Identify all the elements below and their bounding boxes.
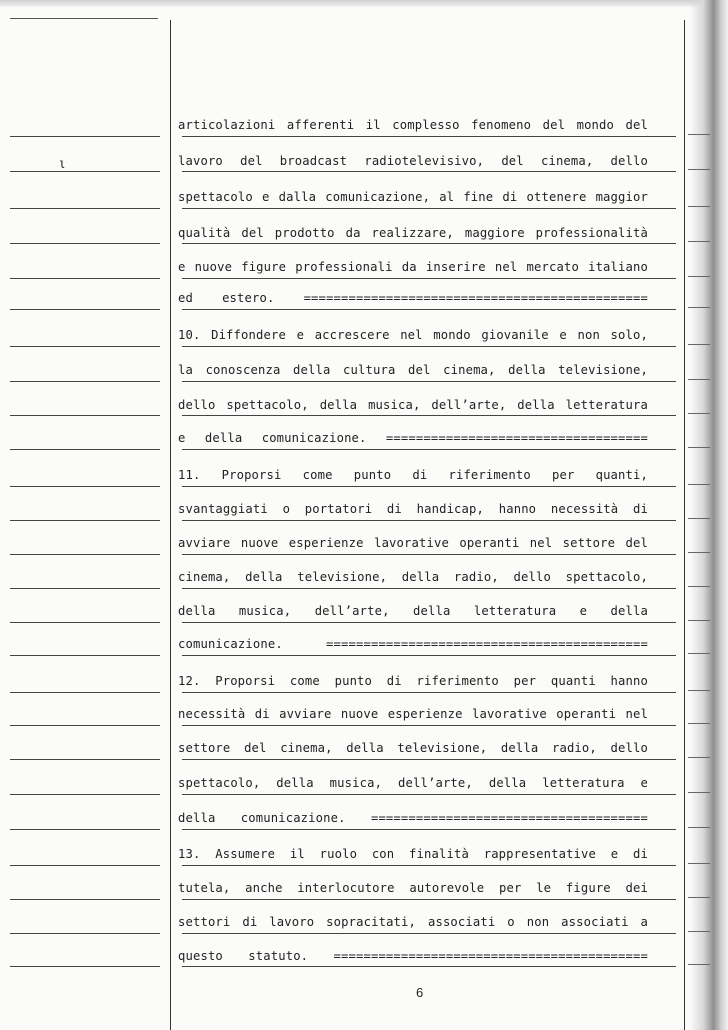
text-line: comunicazione. ===========================================: [178, 637, 648, 651]
ruled-line: [10, 346, 160, 347]
ruled-line: [10, 136, 160, 137]
ruled-line: [10, 243, 160, 244]
ruled-line: [688, 723, 710, 724]
ruled-line: [688, 552, 710, 553]
ruled-line: [688, 241, 710, 242]
ruled-line: [10, 415, 160, 416]
text-line: tutela, anche interlocutore autorevole per le figure dei: [178, 881, 648, 895]
ruled-line: [10, 865, 160, 866]
header-rule: [10, 18, 158, 19]
ruled-line: [10, 171, 160, 172]
ruled-line: [688, 757, 710, 758]
ruled-line: [10, 449, 160, 450]
ruled-line: [10, 309, 160, 310]
ruled-line: [182, 415, 676, 416]
ruled-line: [182, 171, 676, 172]
ruled-line: [10, 486, 160, 487]
ruled-line: [688, 276, 710, 277]
text-line: della musica, dell’arte, della letteratura e della: [178, 604, 648, 618]
text-line: spettacolo, della musica, dell’arte, della letteratura e: [178, 776, 648, 790]
ruled-line: [182, 309, 676, 310]
ruled-line: [10, 759, 160, 760]
text-line: 11. Proporsi come punto di riferimento per quanti,: [178, 468, 648, 482]
ruled-line: [688, 484, 710, 485]
ruled-line: [688, 964, 710, 965]
ruled-line: [182, 588, 676, 589]
ruled-line: [182, 449, 676, 450]
ruled-line: [10, 966, 160, 967]
text-line: articolazioni afferenti il complesso fenomeno del mondo del: [178, 118, 648, 132]
ruled-line: [182, 381, 676, 382]
ruled-line: [10, 381, 160, 382]
text-line: lavoro del broadcast radiotelevisivo, del cinema, dello: [178, 154, 648, 168]
ruled-line: [688, 379, 710, 380]
scan-top-edge: [0, 0, 728, 7]
ruled-line: [688, 897, 710, 898]
ruled-line: [182, 865, 676, 866]
ruled-line: [182, 794, 676, 795]
ruled-line: [10, 899, 160, 900]
ruled-line: [182, 759, 676, 760]
ruled-line: [10, 933, 160, 934]
ruled-line: [688, 863, 710, 864]
text-line: 10. Diffondere e accrescere nel mondo giovanile e non solo,: [178, 328, 648, 342]
ruled-line: [688, 169, 710, 170]
text-line: e della comunicazione. ===================================: [178, 431, 648, 445]
ruled-line: [10, 588, 160, 589]
text-line: qualità del prodotto da realizzare, maggiore professionalità: [178, 226, 648, 240]
ruled-line: [182, 486, 676, 487]
text-line: dello spettacolo, della musica, dell’arte, della letteratura: [178, 398, 648, 412]
ruled-line: [688, 206, 710, 207]
ruled-line: [688, 307, 710, 308]
ruled-line: [182, 136, 676, 137]
ruled-line: [10, 622, 160, 623]
ruled-line: [182, 655, 676, 656]
ruled-line: [688, 690, 710, 691]
text-line: 12. Proporsi come punto di riferimento per quanti hanno: [178, 674, 648, 688]
ruled-line: [182, 725, 676, 726]
ruled-line: [182, 520, 676, 521]
ruled-line: [10, 794, 160, 795]
ruled-line: [182, 966, 676, 967]
ruled-line: [688, 653, 710, 654]
ruled-line: [688, 447, 710, 448]
ruled-line: [688, 413, 710, 414]
margin-mark: ι: [58, 157, 66, 172]
ruled-line: [182, 278, 676, 279]
ruled-line: [182, 899, 676, 900]
ruled-line: [688, 827, 710, 828]
ruled-line: [10, 692, 160, 693]
ruled-line: [688, 620, 710, 621]
ruled-line: [688, 792, 710, 793]
text-line: ed estero. ==============================================: [178, 291, 648, 305]
text-line: necessità di avviare nuove esperienze lavorative operanti nel: [178, 707, 648, 721]
ruled-line: [10, 520, 160, 521]
text-line: la conoscenza della cultura del cinema, della televisione,: [178, 363, 648, 377]
ruled-line: [10, 655, 160, 656]
text-line: settore del cinema, della televisione, della radio, dello: [178, 741, 648, 755]
ruled-line: [688, 586, 710, 587]
ruled-line: [10, 208, 160, 209]
ruled-line: [182, 622, 676, 623]
ruled-line: [10, 278, 160, 279]
ruled-line: [182, 346, 676, 347]
text-line: avviare nuove esperienze lavorative operanti nel settore del: [178, 536, 648, 550]
ruled-line: [10, 554, 160, 555]
left-margin-line: [170, 20, 171, 1030]
ruled-line: [10, 725, 160, 726]
text-line: svantaggiati o portatori di handicap, hanno necessità di: [178, 502, 648, 516]
text-line: cinema, della televisione, della radio, dello spettacolo,: [178, 570, 648, 584]
ruled-line: [182, 208, 676, 209]
ruled-line: [688, 518, 710, 519]
ruled-line: [182, 554, 676, 555]
scan-shadow-edge: [690, 0, 728, 1030]
ruled-line: [182, 933, 676, 934]
ruled-line: [688, 134, 710, 135]
text-line: 13. Assumere il ruolo con finalità rappresentative e di: [178, 847, 648, 861]
ruled-line: [182, 829, 676, 830]
text-line: della comunicazione. =====================================: [178, 811, 648, 825]
ruled-line: [688, 344, 710, 345]
text-line: questo statuto. ==========================================: [178, 949, 648, 963]
ruled-line: [688, 931, 710, 932]
ruled-line: [10, 829, 160, 830]
text-line: settori di lavoro sopracitati, associati o non associati a: [178, 915, 648, 929]
ruled-line: [182, 243, 676, 244]
ruled-line: [182, 692, 676, 693]
page-number: 6: [416, 985, 424, 1000]
text-line: spettacolo e dalla comunicazione, al fine di ottenere maggior: [178, 190, 648, 204]
text-line: e nuove figure professionali da inserire nel mercato italiano: [178, 260, 648, 274]
right-margin-line: [684, 20, 685, 1030]
